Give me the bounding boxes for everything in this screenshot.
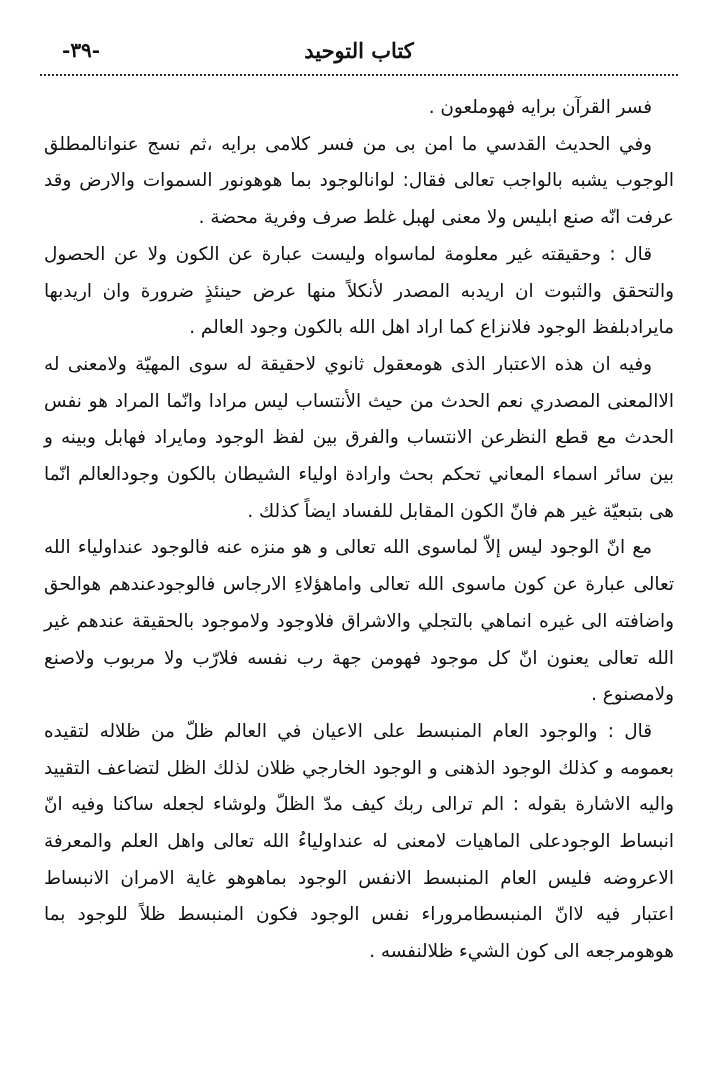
page-number: -٣٩- (62, 38, 101, 62)
paragraph: وفي الحديث القدسي ما امن بى من فسر كلامى برايه ،ثم نسج عنوانالمطلق الوجوب يشبه بالواجب تعالى فقال: لوانالوجود بما هوهونور السموات والارض وقد عرفت انّه صنع ابليس ولا معنى لهبل غلط صرف وفرية محضة . (44, 133, 674, 229)
paragraph: قال : والوجود العام المنبسط على الاعيان في العالم ظلّ من ظلاله لتقيده بعمومه و كذلك الوجود الذهنى و الوجود الخارجي ظلان لذلك الظل لتضاعف التقييد واليه الاشارة بقوله : الم ترالى ربك كيف مدّ الظلّ ولوشاء لجعله ساكنا وفيه انّ انبساط الوجودعلى الماهيات لامعنى له عنداولياءُ الله تعالى واهل العلم والمعرفة الاعروضه فليس العام المنبسط الانفس الوجود بماهوهو غاية الامران الانبساط اعتبار فيه لاانّ المنبسطامروراء نفس الوجود فكون المنبسط ظلاً للوجود بما هوهومرجعه الى كون الشيء ظلالنفسه . (44, 720, 674, 963)
body-text (44, 90, 674, 971)
page-header (40, 30, 678, 70)
paragraph: وفيه ان هذه الاعتبار الذى هومعقول ثانوي لاحقيقة له سوى المهيّة ولامعنى له الاالمعنى المصدري نعم الحدث من حيث الأنتساب ليس مرادا وانّما المراد هو نفس الحدث مع قطع النظرعن الانتساب والفرق بين لفظ الوجود ومايراد فهابل وبينه و بين سائر اسماء المعاني تحكم بحث وارادة اولياء الشيطان بالكون وجودالعالم انّما هى بتبعيّة غير هم فانّ الكون المقابل للفساد ايضاً كذلك . (44, 353, 674, 522)
paragraph: فسر القرآن برايه فهوملعون . (428, 97, 652, 118)
header-divider (40, 74, 678, 76)
paragraph: مع انّ الوجود ليس إلاّ لماسوى الله تعالى و هو منزه عنه فالوجود عنداولياء الله تعالى عبارة عن كون ماسوى الله تعالى واماهؤلاءِ الارجاس فالوجودعندهم هوالحق واضافته الى غيره انماهي بالتجلي والاشراق فلاوجود ولاموجود بالحقيقة عندهم غير الله تعالى يعنون انّ كل موجود فهومن جهة رب نفسه فلارّب ولا مربوب ولاصنع ولامصنوع . (44, 537, 674, 706)
running-title: كتاب التوحيد (304, 38, 414, 63)
paragraph: قال : وحقيقته غير معلومة لماسواه وليست عبارة عن الكون ولا عن الحصول والتحقق والثبوت ان اريدبه المصدر لأنكلاً منها عرض حينئذٍ ضرورة وان اريدبها مايرادبلفظ الوجود فلانزاع كما اراد اهل الله بالكون وجود العالم . (44, 243, 674, 339)
